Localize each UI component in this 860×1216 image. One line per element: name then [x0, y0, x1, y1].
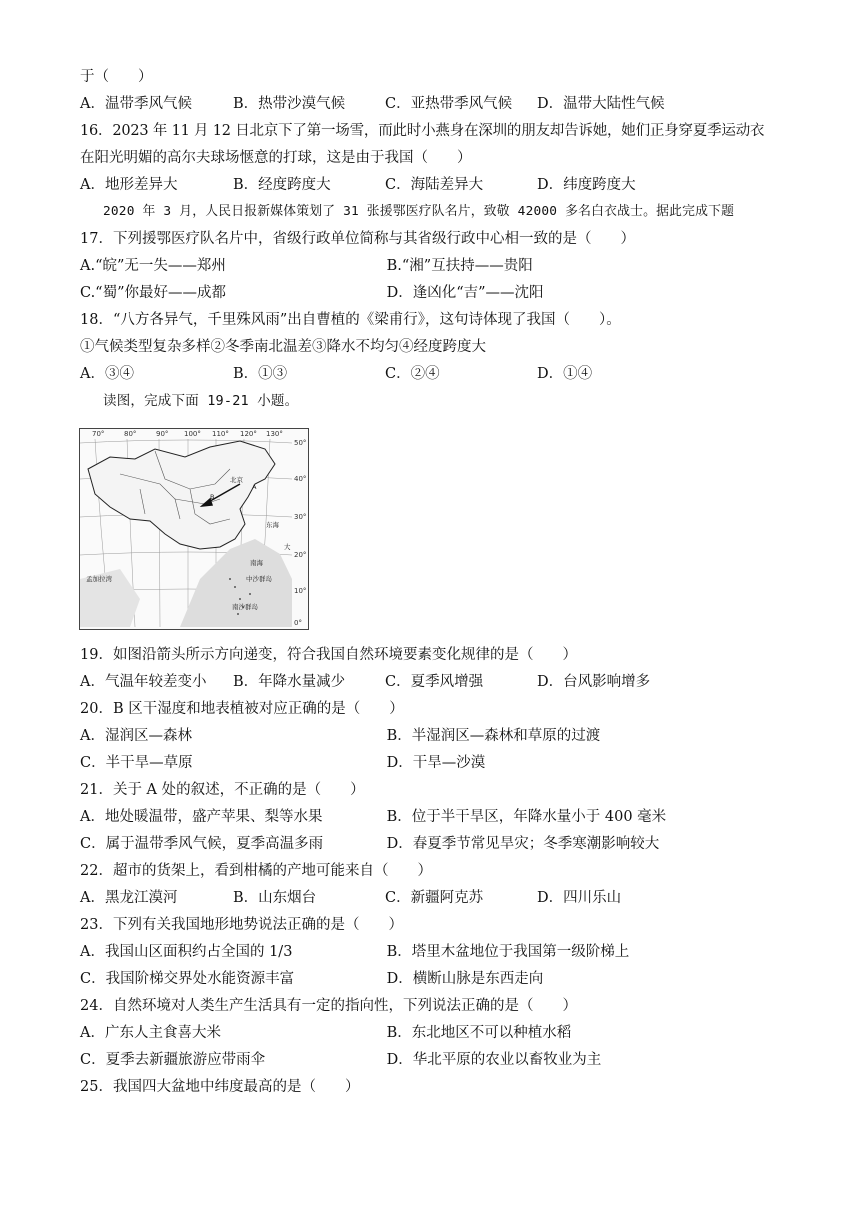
lat-label: 30° [294, 513, 307, 521]
lon-label: 110° [212, 430, 229, 438]
lat-label: 10° [294, 587, 307, 595]
label-da: 大 [284, 543, 291, 551]
q21-option-a: A．地处暖温带，盛产苹果、梨等水果 [80, 809, 323, 825]
q16-option-c: C．海陆差异大 [385, 177, 484, 193]
q18-stem: 18．“八方各异气，千里殊风雨”出自曹植的《梁甫行》，这句诗体现了我国（ ）。 [80, 312, 621, 328]
q17-option-b: B.“湘”互扶持——贵阳 [386, 258, 533, 274]
q18-option-d: D．①④ [537, 366, 593, 382]
q24-option-c: C．夏季去新疆旅游应带雨伞 [80, 1052, 266, 1068]
label-south-sea: 南海 [250, 559, 263, 567]
q24-options-row1 [80, 1023, 689, 1043]
lat-label: 50° [294, 439, 307, 447]
q18-option-a: A．③④ [80, 366, 134, 382]
lat-label: 40° [294, 475, 307, 483]
q22-option-c: C．新疆阿克苏 [385, 890, 484, 906]
q21-options-row2 [80, 834, 689, 854]
material-intro-1: 2020 年 3 月，人民日报新媒体策划了 31 张援鄂医疗队名片，致敬 42000 多名白衣战士。据此完成下题 [103, 204, 735, 219]
q20-option-b: B．半湿润区—森林和草原的过渡 [386, 728, 601, 744]
q17-options-row2 [80, 283, 689, 303]
q22-option-b: B．山东烟台 [233, 890, 317, 906]
label-b: B [210, 493, 215, 501]
q24-option-a: A．广东人主食喜大米 [80, 1025, 221, 1041]
label-a: A [252, 483, 257, 491]
lon-label: 90° [156, 430, 169, 438]
label-nansha: 南沙群岛 [232, 603, 258, 611]
q23-options-row2 [80, 969, 689, 989]
q17-options-row1 [80, 256, 689, 276]
label-zhongsha: 中沙群岛 [246, 575, 272, 583]
q18-options [80, 364, 592, 384]
q19-stem: 19．如图沿箭头所示方向递变，符合我国自然环境要素变化规律的是（ ） [80, 647, 577, 663]
q15-stem-tail: 于（ ） [80, 69, 153, 85]
lon-label: 120° [240, 430, 257, 438]
q21-option-d: D．春夏季节常见旱灾；冬季寒潮影响较大 [386, 836, 660, 852]
q23-option-d: D．横断山脉是东西走向 [386, 971, 544, 987]
lat-label: 0° [294, 619, 302, 627]
q20-option-c: C．半干旱—草原 [80, 755, 193, 771]
q23-options-row1 [80, 942, 689, 962]
label-bay-of-bengal: 孟加拉湾 [86, 575, 112, 583]
lon-label: 70° [92, 430, 105, 438]
map-svg [80, 429, 308, 629]
q15-option-d: D．温带大陆性气候 [537, 96, 665, 112]
q21-option-b: B．位于半干旱区，年降水量小于 400 毫米 [386, 809, 667, 825]
q22-options [80, 888, 621, 908]
q24-options-row2 [80, 1050, 689, 1070]
q15-options [80, 94, 665, 114]
q17-option-a: A.“皖”无一失——郑州 [80, 258, 226, 274]
q15-option-c: C．亚热带季风气候 [385, 96, 513, 112]
q19-option-c: C．夏季风增强 [385, 674, 484, 690]
q18-option-c: C．②④ [385, 366, 440, 382]
q23-option-a: A．我国山区面积约占全国的 1/3 [80, 944, 293, 960]
q20-options-row2 [80, 753, 689, 773]
q21-option-c: C．属于温带季风气候，夏季高温多雨 [80, 836, 324, 852]
q17-option-c: C.“蜀”你最好——成都 [80, 285, 227, 301]
lon-label: 130° [266, 430, 283, 438]
lon-label: 100° [184, 430, 201, 438]
q16-option-d: D．纬度跨度大 [537, 177, 636, 193]
q18-option-b: B．①③ [233, 366, 288, 382]
q21-stem: 21．关于 A 处的叙述，不正确的是（ ） [80, 782, 365, 798]
q15-option-b: B．热带沙漠气候 [233, 96, 346, 112]
q22-option-a: A．黑龙江漠河 [80, 890, 178, 906]
lat-label: 20° [294, 551, 307, 559]
q18-statements: ①气候类型复杂多样②冬季南北温差③降水不均匀④经度跨度大 [80, 339, 486, 355]
q16-stem-line2: 在阳光明媚的高尔夫球场惬意的打球，这是由于我国（ ） [80, 150, 472, 166]
q16-options [80, 175, 636, 195]
q24-stem: 24．自然环境对人类生产生活具有一定的指向性，下列说法正确的是（ ） [80, 998, 577, 1014]
q21-options-row1 [80, 807, 689, 827]
q24-option-b: B．东北地区不可以种植水稻 [386, 1025, 572, 1041]
q19-option-b: B．年降水量减少 [233, 674, 346, 690]
q20-option-d: D．干旱—沙漠 [386, 755, 486, 771]
q16-stem-line1: 16．2023 年 11 月 12 日北京下了第一场雪，而此时小燕身在深圳的朋友却告诉她，她们正身穿夏季运动衣 [80, 123, 765, 139]
material-intro-2: 读图，完成下面 19-21 小题。 [103, 393, 299, 409]
q25-stem: 25．我国四大盆地中纬度最高的是（ ） [80, 1079, 360, 1095]
q24-option-d: D．华北平原的农业以畜牧业为主 [386, 1052, 602, 1068]
q23-option-b: B．塔里木盆地位于我国第一级阶梯上 [386, 944, 630, 960]
q19-option-a: A．气温年较差变小 [80, 674, 207, 690]
q16-option-b: B．经度跨度大 [233, 177, 331, 193]
q17-stem: 17．下列援鄂医疗队名片中，省级行政单位简称与其省级行政中心相一致的是（ ） [80, 231, 635, 247]
q19-options [80, 672, 650, 692]
q19-option-d: D．台风影响增多 [537, 674, 651, 690]
q20-options-row1 [80, 726, 689, 746]
china-map-figure [79, 428, 309, 630]
q23-stem: 23．下列有关我国地形地势说法正确的是（ ） [80, 917, 403, 933]
q23-option-c: C．我国阶梯交界处水能资源丰富 [80, 971, 295, 987]
q16-option-a: A．地形差异大 [80, 177, 178, 193]
q20-option-a: A．湿润区—森林 [80, 728, 192, 744]
q22-stem: 22．超市的货架上，看到柑橘的产地可能来自（ ） [80, 863, 432, 879]
q20-stem: 20．B 区干湿度和地表植被对应正确的是（ ） [80, 701, 404, 717]
label-beijing: 北京 [230, 476, 243, 484]
lon-label: 80° [124, 430, 137, 438]
q15-option-a: A．温带季风气候 [80, 96, 192, 112]
q22-option-d: D．四川乐山 [537, 890, 622, 906]
label-east-sea: 东海 [266, 521, 279, 529]
q17-option-d: D．逢凶化“吉”——沈阳 [386, 285, 544, 301]
